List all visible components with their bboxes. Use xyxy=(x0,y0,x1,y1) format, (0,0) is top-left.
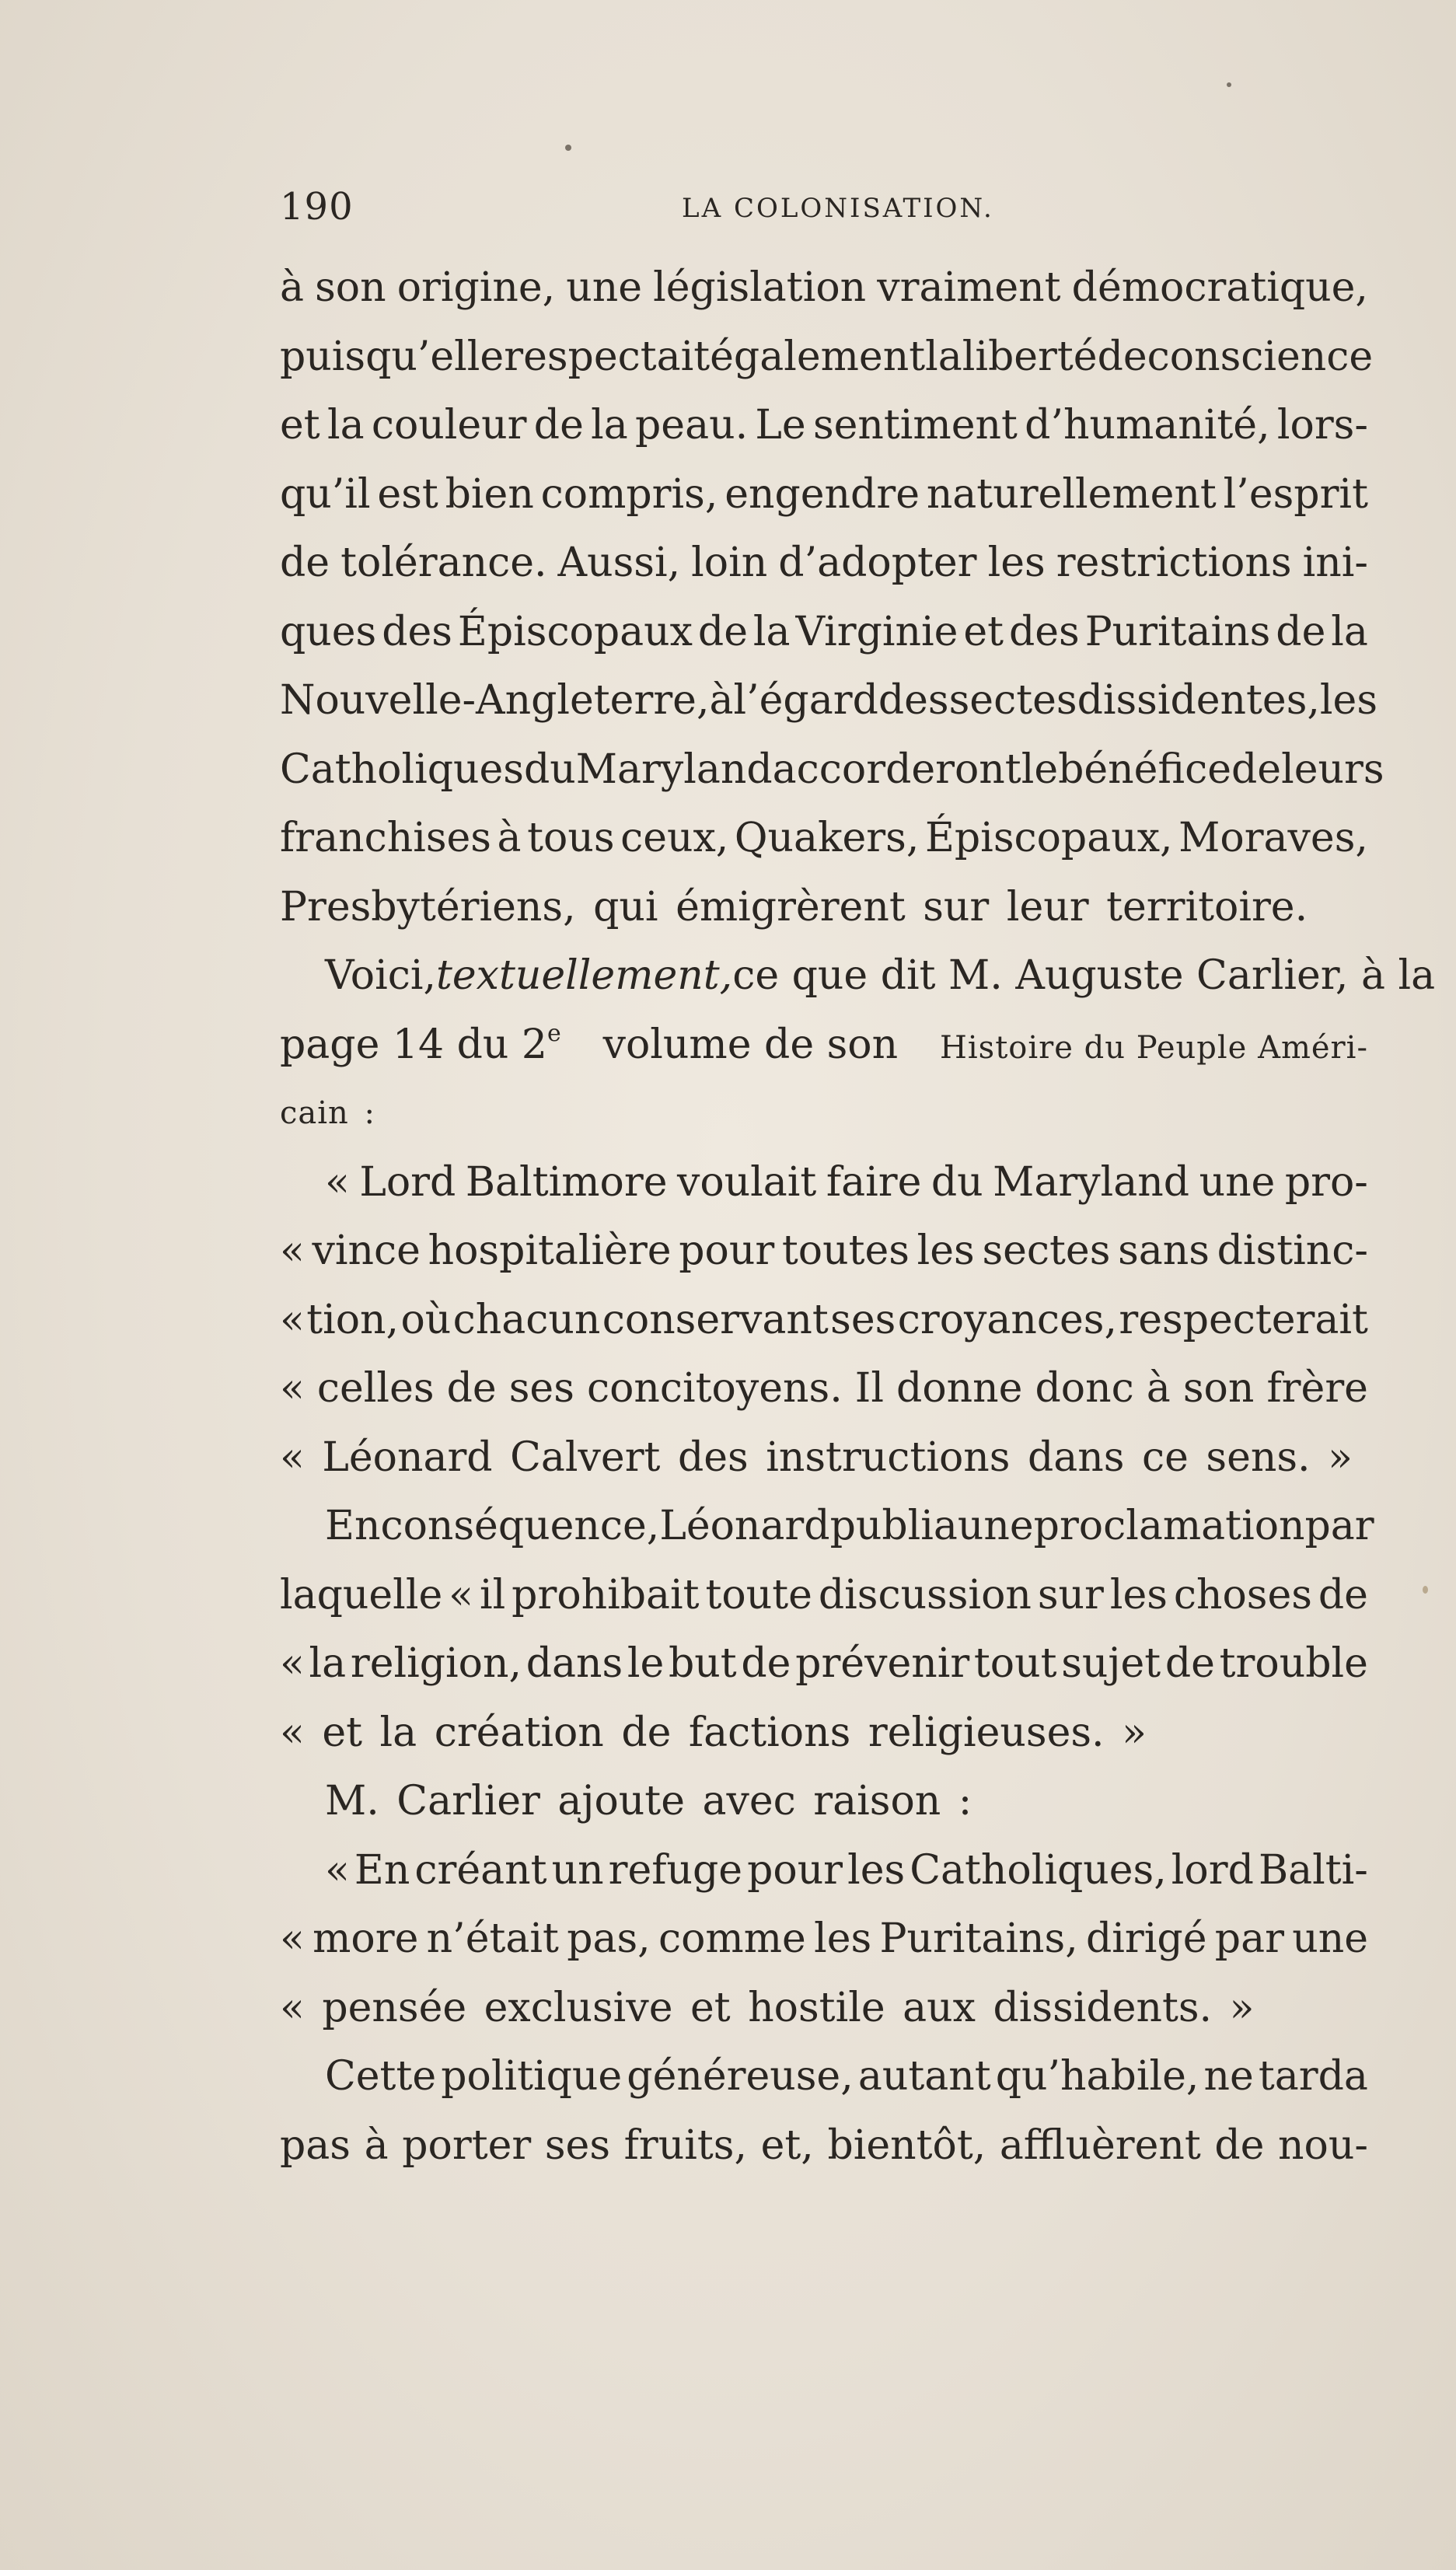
word: but xyxy=(669,1640,737,1687)
word: croyances, xyxy=(897,1296,1117,1343)
word: En xyxy=(354,1846,410,1894)
word: sur xyxy=(1037,1571,1104,1618)
word: pour xyxy=(747,1846,843,1894)
word: Maryland xyxy=(993,1158,1190,1206)
word: ne xyxy=(1203,2053,1254,2100)
word: « xyxy=(449,1571,473,1618)
word: engendre xyxy=(725,470,920,518)
word: à xyxy=(497,815,522,861)
word: prévenir xyxy=(795,1640,970,1687)
superscript: e xyxy=(546,1019,561,1047)
word: Aussi, xyxy=(557,539,681,586)
word: laquelle xyxy=(280,1571,443,1618)
word: à xyxy=(709,677,734,724)
word: chacun xyxy=(452,1296,601,1343)
word: choses xyxy=(1173,1571,1312,1618)
word: En xyxy=(325,1503,381,1549)
word: liberté xyxy=(962,333,1098,380)
text-segment: ce que dit M. Auguste Carlier, à la xyxy=(732,952,1436,999)
word: par xyxy=(1214,1915,1284,1962)
quote-line: « Léonard Calvert des instructions dans ce sens. » xyxy=(280,1433,1353,1481)
body-text xyxy=(280,253,1436,2180)
text-line xyxy=(280,323,1374,392)
text-line xyxy=(280,666,1378,735)
word: généreuse, xyxy=(627,2053,854,2100)
word: Il xyxy=(854,1365,884,1412)
word: l’égard xyxy=(733,677,878,724)
paragraph-line xyxy=(280,1492,1374,1561)
text-line xyxy=(280,598,1368,667)
word: pour xyxy=(679,1227,775,1274)
word: de xyxy=(741,1640,791,1687)
text-segment xyxy=(280,1011,561,1080)
word: frère xyxy=(1266,1365,1368,1412)
word: par xyxy=(1304,1503,1374,1549)
word: est xyxy=(377,470,438,518)
word: de xyxy=(1231,746,1282,793)
word: Virginie xyxy=(795,608,958,655)
word: l’esprit xyxy=(1223,470,1368,518)
word: une xyxy=(566,264,643,311)
word: la xyxy=(326,402,365,449)
italic-text: textuellement, xyxy=(436,952,733,999)
word: loin xyxy=(691,539,768,586)
word: proclamation xyxy=(1033,1503,1305,1549)
word: qu’habile, xyxy=(995,2053,1199,2100)
quote-line xyxy=(280,1217,1368,1286)
quote-line xyxy=(280,1905,1368,1974)
word: respectait xyxy=(504,333,711,380)
word: sans xyxy=(1118,1227,1210,1274)
word: « xyxy=(280,1227,305,1274)
word: trouble xyxy=(1219,1640,1368,1687)
word: « xyxy=(280,1640,305,1687)
word: démocratique, xyxy=(1071,264,1368,311)
text-line xyxy=(280,253,1368,323)
word: sectes xyxy=(948,677,1077,724)
paragraph-line xyxy=(280,2042,1368,2111)
word: Catholiques, xyxy=(910,1846,1167,1894)
word: législation xyxy=(653,264,867,311)
word: à xyxy=(280,264,305,311)
word: une xyxy=(1199,1158,1276,1206)
quote-line xyxy=(280,1286,1368,1355)
word: discussion xyxy=(818,1571,1032,1618)
word: « xyxy=(325,1158,350,1206)
word: tolérance. xyxy=(340,539,547,586)
word: Maryland xyxy=(575,746,773,793)
word: tion, xyxy=(306,1296,400,1343)
word: affluèrent xyxy=(999,2121,1201,2169)
word: créant xyxy=(414,1846,547,1894)
word: Léonard xyxy=(659,1503,830,1549)
text-line: Presbytériens, qui émigrèrent sur leur territoire. xyxy=(280,883,1308,931)
word: publia xyxy=(829,1503,958,1549)
text-line xyxy=(280,460,1368,529)
word: religion, xyxy=(350,1640,522,1687)
paragraph-line xyxy=(280,1079,1368,1148)
paragraph-line xyxy=(280,1011,1368,1080)
text-segment: Voici, xyxy=(325,952,436,999)
word: concitoyens. xyxy=(586,1365,843,1412)
word: la xyxy=(309,1640,347,1687)
word: le xyxy=(1021,746,1059,793)
quote-line: « pensée exclusive et hostile aux dissidents. » xyxy=(280,1984,1255,2031)
word: puisqu’elle xyxy=(280,333,505,380)
word: de xyxy=(1097,333,1147,380)
word: porter xyxy=(402,2121,532,2169)
word: compris, xyxy=(540,470,718,518)
word: tous xyxy=(527,815,615,861)
paragraph-line xyxy=(280,1629,1368,1699)
word: également xyxy=(710,333,926,380)
word: Puritains xyxy=(1084,608,1271,655)
word: Épiscopaux xyxy=(457,608,693,655)
word: où xyxy=(400,1296,452,1343)
word: son xyxy=(1182,1365,1255,1412)
word: bien xyxy=(445,470,534,518)
book-title-smallcaps: cain : xyxy=(280,1095,375,1131)
word: Cette xyxy=(325,2053,437,2100)
word: ses xyxy=(508,1365,574,1412)
word: Balti- xyxy=(1258,1846,1368,1894)
word: dirigé xyxy=(1086,1915,1207,1962)
word: du xyxy=(523,746,576,793)
word: refuge xyxy=(608,1846,743,1894)
word: « xyxy=(280,1365,305,1412)
word: ses xyxy=(544,2121,611,2169)
page-header xyxy=(280,185,1368,232)
word: de xyxy=(1164,1640,1215,1687)
word: hospitalière xyxy=(428,1227,672,1274)
paragraph-line xyxy=(280,1561,1368,1630)
word: dans xyxy=(525,1640,623,1687)
word: pas xyxy=(280,2121,351,2169)
paper-speck xyxy=(565,145,571,151)
word: la xyxy=(591,402,628,449)
word: Nouvelle-Angleterre, xyxy=(280,677,710,724)
word: « xyxy=(280,1296,305,1343)
word: more xyxy=(312,1915,419,1962)
paper-speck xyxy=(1423,1586,1428,1594)
paragraph-line xyxy=(280,941,1436,1011)
word: les xyxy=(987,539,1046,586)
word: la xyxy=(752,608,791,655)
word: la xyxy=(1331,608,1368,655)
word: nou- xyxy=(1278,2121,1368,2169)
word: les xyxy=(814,1915,872,1962)
book-title-smallcaps: Histoire du Peuple Améri- xyxy=(939,1029,1368,1066)
word: Baltimore xyxy=(465,1158,668,1206)
word: des xyxy=(382,608,452,655)
word: et xyxy=(280,402,320,449)
word: sectes xyxy=(982,1227,1111,1274)
word: conséquence, xyxy=(380,1503,660,1549)
paper-speck xyxy=(1227,82,1231,87)
text-line xyxy=(280,529,1368,598)
word: une xyxy=(1292,1915,1368,1962)
quote-line xyxy=(280,1354,1368,1423)
word: « xyxy=(280,1915,305,1962)
word: prohibait xyxy=(512,1571,700,1618)
word: toutes xyxy=(781,1227,910,1274)
word: ceux, xyxy=(620,815,729,861)
word: donc xyxy=(1035,1365,1134,1412)
quote-line xyxy=(280,1836,1368,1905)
word: de xyxy=(1276,608,1326,655)
word: il xyxy=(479,1571,506,1618)
text-segment: volume de son xyxy=(602,1021,899,1068)
word: franchises xyxy=(280,815,491,861)
quote-line xyxy=(280,1148,1368,1217)
word: qu’il xyxy=(280,470,371,518)
word: et, xyxy=(760,2121,814,2169)
word: autant xyxy=(857,2053,991,2100)
word: de xyxy=(697,608,748,655)
word: bientôt, xyxy=(827,2121,986,2169)
word: conscience xyxy=(1147,333,1374,380)
paragraph-line xyxy=(280,2111,1368,2181)
word: sujet xyxy=(1061,1640,1161,1687)
word: d’adopter xyxy=(778,539,977,586)
word: celles xyxy=(316,1365,435,1412)
word: les xyxy=(847,1846,906,1894)
word: faire xyxy=(826,1158,922,1206)
word: les xyxy=(1109,1571,1168,1618)
word: conservant xyxy=(602,1296,829,1343)
word: lors- xyxy=(1276,402,1368,449)
text-line xyxy=(280,391,1368,460)
word: un xyxy=(551,1846,604,1894)
word: les xyxy=(917,1227,975,1274)
word: voulait xyxy=(676,1158,817,1206)
word: ques xyxy=(280,608,377,655)
word: Lord xyxy=(359,1158,456,1206)
word: du xyxy=(931,1158,983,1206)
word: origine, xyxy=(396,264,556,311)
word: une xyxy=(957,1503,1034,1549)
word: des xyxy=(878,677,949,724)
word: son xyxy=(315,264,386,311)
word: naturellement xyxy=(926,470,1217,518)
word: Épiscopaux, xyxy=(924,815,1173,861)
word: le xyxy=(627,1640,665,1687)
word: ini- xyxy=(1302,539,1368,586)
word: de xyxy=(280,539,330,586)
word: des xyxy=(1009,608,1080,655)
word: et xyxy=(963,608,1004,655)
word: tout xyxy=(973,1640,1057,1687)
word: Catholiques xyxy=(280,746,524,793)
word: de xyxy=(1214,2121,1265,2169)
word: n’était xyxy=(426,1915,559,1962)
word: à xyxy=(1146,1365,1171,1412)
word: la xyxy=(925,333,962,380)
text-line xyxy=(280,804,1368,873)
word: d’humanité, xyxy=(1025,402,1270,449)
word: couleur xyxy=(371,402,527,449)
word: à xyxy=(364,2121,389,2169)
text-segment: page 14 du 2 xyxy=(280,1021,547,1068)
word: Quakers, xyxy=(734,815,920,861)
word: fruits, xyxy=(623,2121,747,2169)
word: politique xyxy=(441,2053,623,2100)
word: pas, xyxy=(567,1915,651,1962)
word: sentiment xyxy=(812,402,1018,449)
word: Moraves, xyxy=(1178,815,1368,861)
paragraph-line: « et la création de factions religieuses. » xyxy=(280,1709,1147,1756)
word: Le xyxy=(755,402,806,449)
running-title: LA COLONISATION. xyxy=(682,193,994,224)
word: ses xyxy=(830,1296,896,1343)
page-number: 190 xyxy=(280,185,354,229)
word: respecterait xyxy=(1119,1296,1368,1343)
word: vince xyxy=(312,1227,421,1274)
word: vraiment xyxy=(877,264,1061,311)
word: pro- xyxy=(1284,1158,1368,1206)
word: comme xyxy=(658,1915,806,1962)
word: Puritains, xyxy=(879,1915,1078,1962)
word: leurs xyxy=(1281,746,1384,793)
word: distinc- xyxy=(1217,1227,1368,1274)
word: peau. xyxy=(635,402,749,449)
word: « xyxy=(325,1846,350,1894)
text-line xyxy=(280,735,1384,805)
paragraph-line: M. Carlier ajoute avec raison : xyxy=(325,1778,972,1824)
word: de xyxy=(446,1365,497,1412)
word: dissidentes, xyxy=(1077,677,1320,724)
word: lord xyxy=(1171,1846,1254,1894)
word: donne xyxy=(896,1365,1023,1412)
word: de xyxy=(1318,1571,1368,1618)
word: les xyxy=(1319,677,1378,724)
word: accorderont xyxy=(772,746,1021,793)
word: bénéfice xyxy=(1058,746,1231,793)
word: tarda xyxy=(1258,2053,1368,2100)
word: de xyxy=(533,402,584,449)
word: restrictions xyxy=(1056,539,1292,586)
word: toute xyxy=(705,1571,812,1618)
